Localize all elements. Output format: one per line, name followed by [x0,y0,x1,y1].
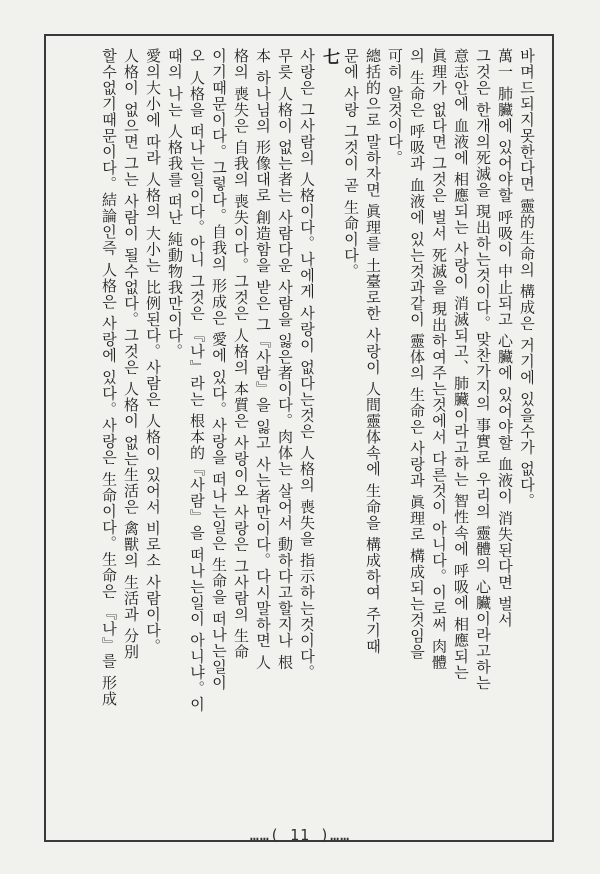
text-column: 格의 喪失은 自我의 喪失이다。그것은 人格의 本質은 사랑이오 사랑은 그사람의 生命 [232,48,250,660]
text-column: 문에 사랑 그것이 곧 生命이다。 [342,48,360,280]
page-footer [0,826,600,844]
text-column: 可히 알것이다。 [386,48,404,166]
text-column: 사랑은 그사람의 人格이다。나에게 사랑이 없다는것은 人格의 喪失을 指示하는것이다。 [298,48,316,681]
footer-dots-left: ……( [249,826,280,844]
text-column: 本 하나님의 形像대로 創造함을 받은 그『사람』을 잃고 사는者만이다。다시말하면 人 [254,48,272,671]
text-column: 바며드되지못한다면 靈的生命의 構成은 거기에 있을수가 없다。 [518,48,536,509]
section-number: 七 [319,48,339,66]
text-column: 할수없기때문이다。結論인즉 人格은 사랑에 있다。사랑은 生命이다。生命은 『나』를 形成 [100,48,118,707]
text-column: 때의 나는 人格我를 떠난 純動物我만이다。 [166,48,184,360]
vertical-text-columns [98,48,538,788]
page-number: 11 [289,826,311,844]
text-column: 總括的으로 말하자면 眞理를 土臺로한 사랑이 人間靈体속에 生命을 構成하여 주기때 [364,48,382,655]
text-column: 오 人格을 떠나는일이다。아니 그것은 『나』라는 根本的『사람』을 떠나는일이 아니냐。이 [188,48,206,713]
text-column: 이기때문이다。그렇다。自我의 形成은 愛에 있다。사랑을 떠나는일은 生命을 떠나는일이 [210,48,228,691]
text-column: 意志안에 血液에 相應되는 사랑이 消滅되고、肺臟이라고하는 智性속에 呼吸에 相應되는 [452,48,470,681]
text-column: 眞理가 없다면 그것은 벌서 死滅을 現出하여주는것에서 다른것이 아니다。이로써 肉體 [430,48,448,671]
text-column: 무릇 人格이 없는者는 사람다운 사람을 잃은者이다。肉体는 살어서 動하다고할지나 根 [276,48,294,671]
text-column: 愛의大小에 따라 人格의 大小는 比例된다。사람은 人格이 있어서 비로소 사람이다。 [144,48,162,655]
body-text-area [60,48,538,788]
text-column: 萬一 肺臟에 있어야할 呼吸이 中止되고 心臟에 있어야할 血液이 消失된다면 벌서 [496,48,514,628]
footer-dots-right: )…… [320,826,351,844]
text-column: 의 生命은 呼吸과 血液에 있는것과같이 靈体의 生命은 사랑과 眞理로 構成되는것임을 [408,48,426,660]
text-column: 그것은 한개의死滅을 現出하는것이다。맞찬가지의 事實로 우리의 靈體의 心臟이라고하는 [474,48,492,691]
text-column: 人格이 없으면 그는 사람이 될수없다。그것은 人格이 없는生活은 禽獸의 生活과 分別 [122,48,140,660]
